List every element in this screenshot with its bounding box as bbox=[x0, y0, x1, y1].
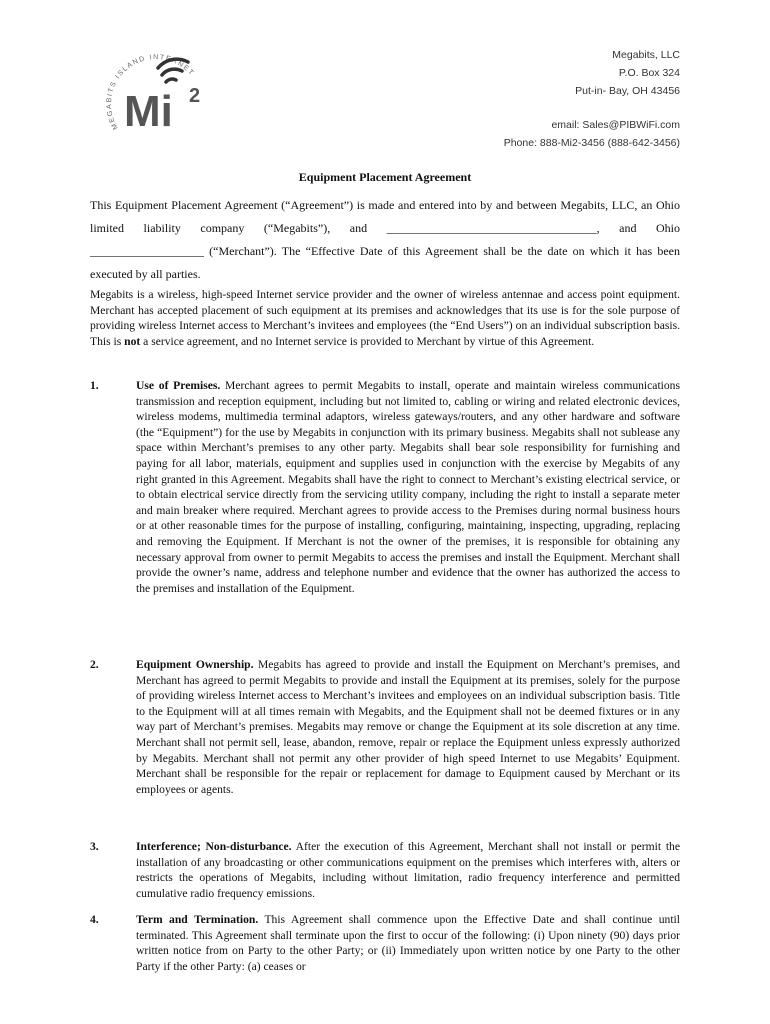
city-state: Put-in- Bay, OH 43456 bbox=[575, 85, 680, 97]
logo-mark: Mi bbox=[124, 87, 173, 136]
logo-ring-text: MEGABITS ISLAND INTERNET bbox=[105, 54, 196, 131]
company-address bbox=[504, 46, 680, 152]
section-2 bbox=[90, 657, 680, 797]
section-heading: Term and Termination. bbox=[136, 913, 259, 926]
intro-paragraph: This Equipment Placement Agreement (“Agreement”) is made and entered into by and between Megabits, LLC, an Ohio limited liability company (“Megabits”), and ___________________________________, and Ohio ___________________ (“Merchant”). The “Effective Date of this Agreement shall be the date on which it has been executed by all parties. bbox=[90, 198, 680, 281]
section-number: 1. bbox=[90, 379, 99, 392]
logo-superscript: 2 bbox=[189, 85, 201, 107]
section-heading: Equipment Ownership. bbox=[136, 658, 254, 671]
company-logo bbox=[96, 40, 216, 160]
section-number: 2. bbox=[90, 658, 99, 671]
section-4 bbox=[90, 912, 680, 974]
po-box: P.O. Box 324 bbox=[618, 67, 680, 79]
phone: Phone: 888-Mi2-3456 (888-642-3456) bbox=[503, 137, 680, 149]
section-number: 4. bbox=[90, 913, 99, 926]
section-text: Merchant agrees to permit Megabits to install, operate and maintain wireless communications transmission and reception equipment, including but not limited to, cabling or wiring and related electronic devices, wireless modems, multimedia terminal adaptors, wireless gateways/routers, and any other hardware and software (the “Equipment”) for the use by Megabits in conjunction with its primary business. Megabits shall not sublease any space within Merchant’s premises to any other party. Megabits shall bear sole responsibility for furnishing and paying for all labor, materials, equipment and supplies used in conjunction with the exercise by Megabits of any right granted in this Agreement. Megabits shall have the right to connect to Merchant’s existing electrical service, or to obtain electrical service directly from the servicing utility company, including the right to install a separate meter and main breaker where required. Merchant agrees to provide access to the Premises during normal business hours or at other reasonable times for the purpose of installing, configuring, maintaining, inspecting, upgrading, replacing and removing the Equipment. If Merchant is not the owner of the premises, it is responsible for obtaining any necessary approval from owner to permit Megabits to access the premises and install the Equipment. Merchant shall provide the owner’s name, address and telephone number and evidence that the owner has authorized the access to the premises and installation of the Equipment. bbox=[136, 379, 680, 595]
section-1 bbox=[90, 378, 680, 596]
company-name: Megabits, LLC bbox=[612, 49, 680, 61]
section-3 bbox=[90, 839, 680, 901]
section-text: This Agreement shall commence upon the Effective Date and shall continue until terminated. This Agreement shall terminate upon the first to occur of the following: (i) Upon ninety (90) days prior written notice from on Party to the other Party; or (ii) Immediately upon written notice by one Party to the other Party if the other Party: (a) ceases or bbox=[136, 913, 680, 973]
emphasis-not: not bbox=[124, 334, 141, 348]
section-heading: Interference; Non-disturbance. bbox=[136, 840, 292, 853]
section-number: 3. bbox=[90, 840, 99, 853]
section-heading: Use of Premises. bbox=[136, 379, 221, 392]
email: email: Sales@PIBWiFi.com bbox=[551, 119, 680, 131]
description-paragraph: Megabits is a wireless, high-speed Internet service provider and the owner of wireless antennae and access point equipment. Merchant has accepted placement of such equipment at its premises and acknowledges that its use is for the sole purpose of providing wireless Internet access to Merchant’s invitees and employees (the “End Users”) on an individual subscription basis. This is not a service agreement, and no Internet service is provided to Merchant by virtue of this Agreement. bbox=[90, 288, 680, 348]
document-title: Equipment Placement Agreement bbox=[298, 170, 472, 184]
section-text: After the execution of this Agreement, Merchant shall not install or permit the installation of any broadcasting or other communications equipment on the premises which interferes with, alters or restricts the operations of Megabits, including without limitation, radio frequency interference and permitted cumulative radio frequency emissions. bbox=[136, 840, 680, 900]
section-text: Megabits has agreed to provide and install the Equipment on Merchant’s premises, and Merchant has agreed to permit Megabits to provide and install the Equipment at its premises, solely for the purpose of providing wireless Internet access to Merchant’s invitees and employees on an individual subscription basis. Title to the Equipment will at all times remain with Megabits, and the Equipment shall not be deemed fixtures or in any way part of Merchant’s premises. Megabits may remove or change the Equipment at its sole discretion at any time. Merchant shall not permit sell, lease, abandon, remove, repair or replace the Equipment unless expressly authorized by Megabits. Merchant shall not permit any other provider of high speed Internet to use Megabits’ Equipment. Merchant shall be responsible for the repair or replacement for damage to Equipment caused by Merchant or its employees or agents. bbox=[136, 658, 681, 796]
